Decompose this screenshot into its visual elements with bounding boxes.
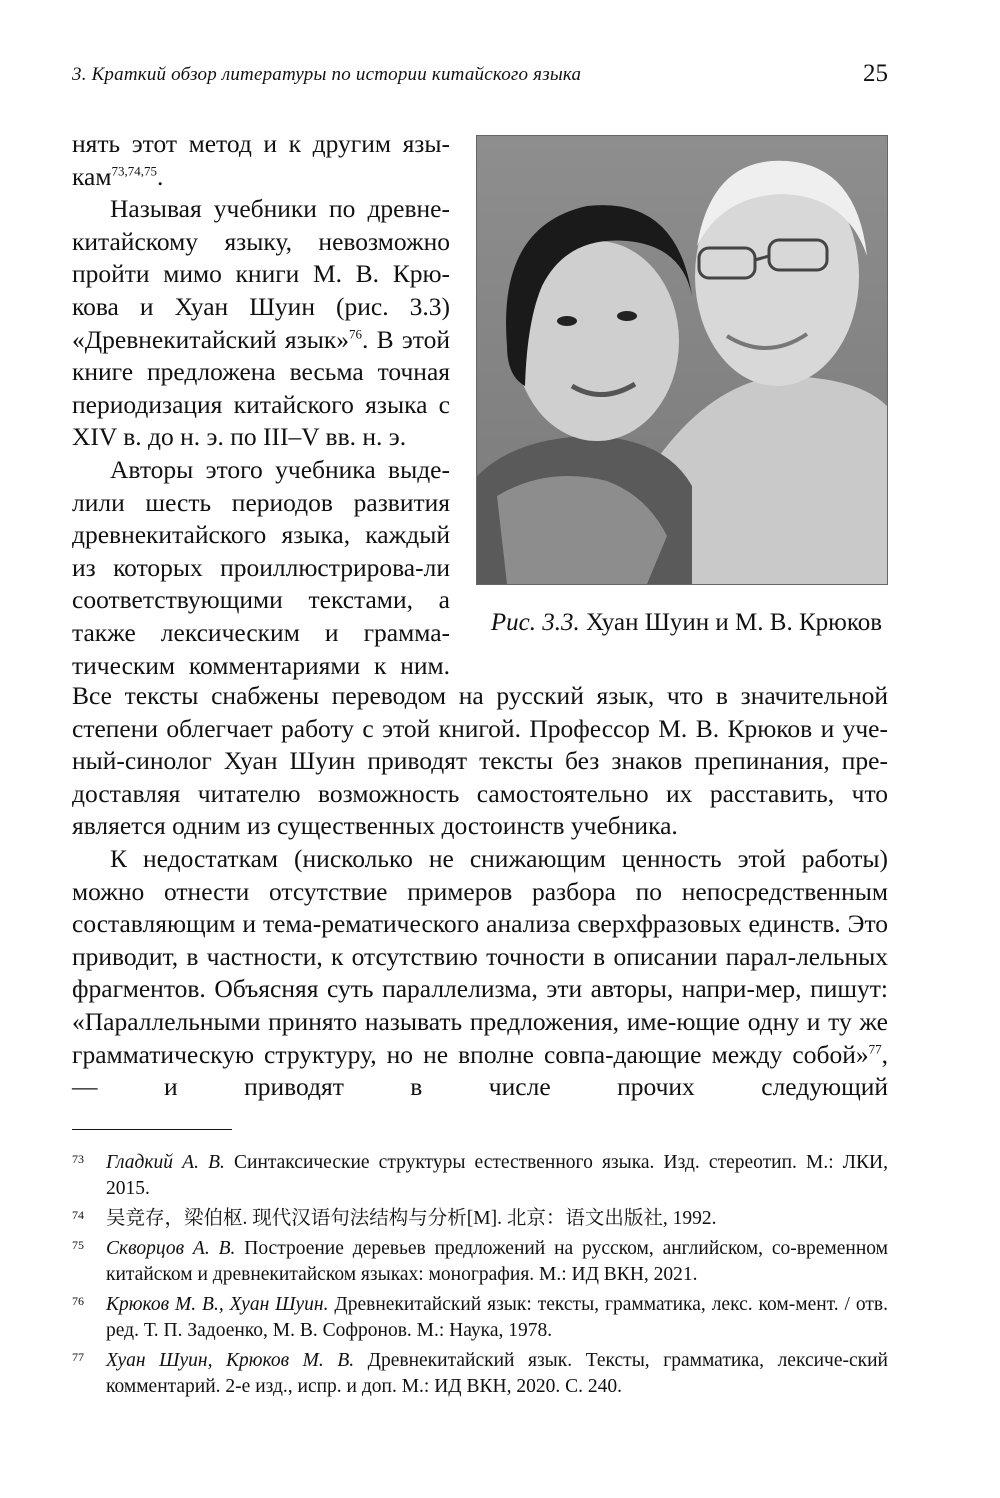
narrow-column-text: [72, 128, 450, 682]
footnote-text: 吴竞存，梁伯枢. 现代汉语句法结构与分析[M]. 北京：语文出版社, 1992.: [106, 1208, 717, 1229]
p2-text: Называя учебники по древне-китайскому языку, невозможно пройти мимо книги М. В. Крю-кова и Хуан Шуин (рис. 3.3) «Древнекитайский язык»: [72, 194, 450, 354]
figure-3-3: [476, 135, 888, 637]
footnote-ref-73-75: 73,74,75: [111, 163, 157, 179]
paragraph-2: [72, 193, 450, 454]
p1-text: нять этот метод и к другим язы-кам: [72, 129, 450, 191]
footnotes: [72, 1150, 888, 1404]
footnote-number: 74: [72, 1208, 84, 1222]
caption-text: Хуан Шуин и М. В. Крюков: [579, 609, 882, 636]
paragraph-1: [72, 128, 450, 193]
photo-huang-shuying-kryukov: [476, 135, 888, 585]
footnote-author: Скворцов А. В.: [106, 1238, 236, 1259]
footnote-75: [72, 1236, 888, 1288]
paragraph-3-continued: Все тексты снабжены переводом на русский язык, что в значительной степени облегчает работу с этой книгой. Профессор М. В. Крюков и уче-ный-синолог Хуан Шуин приводят тексты без знаков препинания, пре-доставляя читателю возможность самостоятельно их расставить, что является одним из существенных достоинств учебника.: [72, 681, 888, 841]
footnote-number: 77: [72, 1350, 84, 1364]
paragraph-3-start: Авторы этого учебника выде-лили шесть периодов развития древнекитайского языка, каждый из которых проиллюстрирова-ли соответствующими текстами, а также лексическим и грамма-тическим комментариями к ним.: [72, 454, 450, 680]
running-title: 3. Краткий обзор литературы по истории китайского языка: [72, 64, 582, 85]
p1-end: .: [156, 161, 164, 191]
footnote-text: Древнекитайский язык: тексты, грамматика, лекс. ком-мент. / отв. ред. Т. П. Задоенко, М. В. Софронов. М.: Наука, 1978.: [106, 1294, 888, 1341]
footnote-author: Крюков М. В., Хуан Шуин.: [106, 1294, 329, 1315]
footnote-number: 76: [72, 1294, 84, 1308]
footnote-author: Хуан Шуин, Крюков М. В.: [106, 1350, 355, 1371]
caption-label: Рис. 3.3.: [490, 609, 580, 636]
figure-caption: [476, 609, 888, 637]
p4-text: К недостаткам (нисколько не снижающим ценность этой работы) можно отнести отсутствие примеров разбора по непосредственным составляющим и тема-рематического анализа сверхфразовых единств. Это приводит, в частности, к отсутствию точности в описании парал-лельных фрагментов. Объясняя суть параллелизма, эти авторы, напри-мер, пишут: «Параллельными принято называть предложения, име-ющие одну и ту же грамматическую структуру, но не вполне совпа-дающие между собой»: [72, 843, 888, 1069]
footnote-number: 73: [72, 1152, 84, 1166]
footnote-74: [72, 1206, 888, 1232]
footnote-separator: [72, 1129, 232, 1130]
footnote-77: [72, 1348, 888, 1400]
footnote-73: [72, 1150, 888, 1202]
footnote-author: Гладкий А. В.: [106, 1152, 225, 1173]
footnote-ref-76: 76: [348, 326, 362, 342]
p4-end: , — и приводят в числе прочих следующий: [72, 1039, 888, 1102]
page-number: 25: [863, 60, 888, 87]
footnote-text: Древнекитайский язык. Тексты, грамматика, лексиче-ский комментарий. 2-е изд., испр. и доп. М.: ИД ВКН, 2020. С. 240.: [106, 1350, 888, 1397]
p2-end: . В этой книге предложена весьма точная периодизация китайского языка с XIV в. до н. э. по III–V вв. н. э.: [72, 324, 450, 452]
paragraph-4: [72, 843, 888, 1104]
page-header: [72, 60, 888, 94]
full-width-text: [72, 680, 888, 1104]
footnote-text: Синтаксические структуры естественного языка. Изд. стереотип. М.: ЛКИ, 2015.: [106, 1152, 888, 1199]
footnote-76: [72, 1292, 888, 1344]
footnote-ref-77: 77: [868, 1041, 882, 1057]
footnote-number: 75: [72, 1238, 84, 1252]
footnote-text: Построение деревьев предложений на русском, английском, со-временном китайском и древнекитайском языках: монография. М.: ИД ВКН, 2021.: [106, 1238, 888, 1285]
